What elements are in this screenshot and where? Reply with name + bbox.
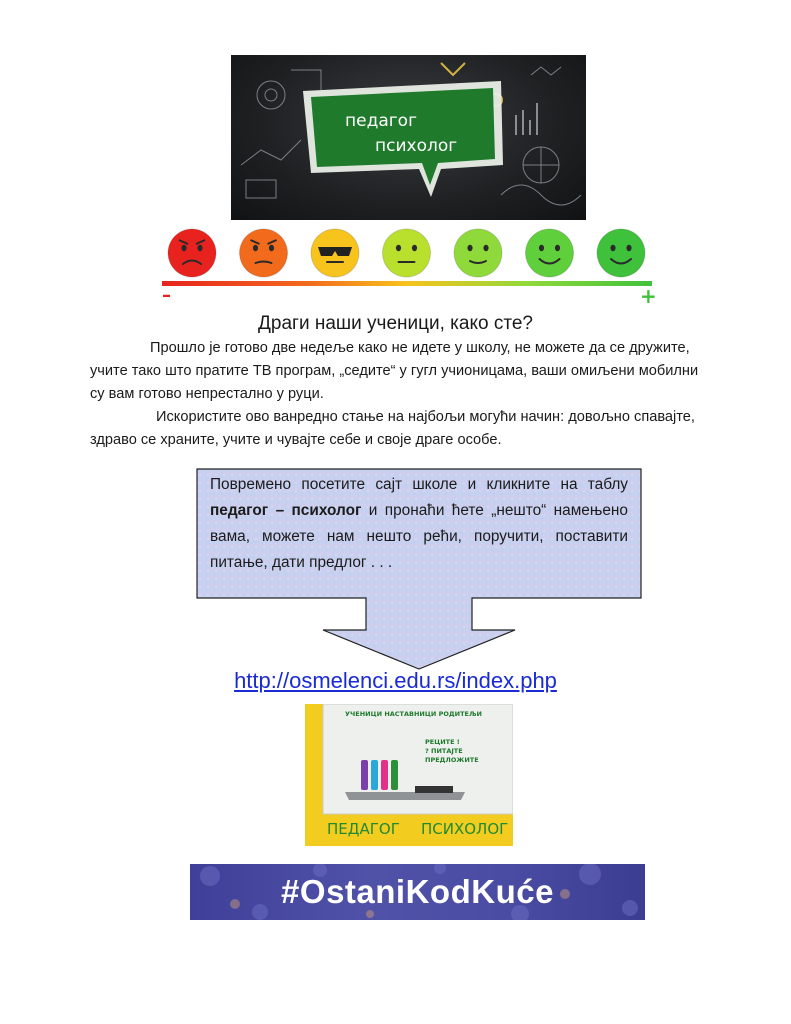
school-website-link[interactable]: http://osmelenci.edu.rs/index.php [234, 668, 557, 693]
board-label-psiholog: ПСИХОЛОГ [421, 820, 509, 838]
callout-text-after: и пронаћи ћете „нешто“ намењено вама, можете нам нешто рећи, поручити, поставити питање, дати предлог . . . [210, 502, 628, 571]
marker-icon [361, 760, 368, 790]
mood-minus-sign: – [162, 285, 171, 304]
chalkboard-illustration [231, 55, 586, 220]
mood-scale-bar [162, 281, 652, 286]
banner-line1: педагог [345, 111, 418, 131]
mood-face-icon [168, 229, 216, 277]
mood-face-icon [383, 229, 431, 277]
paragraph-2 [90, 406, 710, 452]
callout-text-before: Повремено посетите сајт школе и кликните на таблу [210, 476, 628, 493]
mood-plus-sign: + [640, 284, 657, 304]
board-note-line3: ПРЕДЛОЖИТЕ [425, 756, 479, 764]
hashtag-text: #OstaniKodKuće [281, 873, 554, 910]
board-note-line2: ? ПИТАЈТЕ [425, 747, 463, 755]
marker-icon [381, 760, 388, 790]
marker-icon [391, 760, 398, 790]
callout-bold-text: педагог – психолог [210, 502, 362, 519]
mood-face-icon [597, 229, 645, 277]
paragraph-1 [90, 337, 710, 406]
stay-home-hashtag-banner [190, 864, 645, 920]
mood-scale [156, 226, 658, 304]
board-tabs: УЧЕНИЦИ НАСТАВНИЦИ РОДИТЕЉИ [345, 710, 482, 718]
board-label-pedagog: ПЕДАГОГ [327, 820, 400, 838]
board-note-line1: РЕЦИТЕ ! [425, 738, 460, 746]
banner-line2: психолог [375, 136, 458, 156]
callout-text [210, 472, 628, 576]
mood-face-icon [311, 229, 359, 277]
mood-face-icon [240, 229, 288, 277]
whiteboard-illustration [305, 704, 513, 846]
greeting-heading: Драги наши ученици, како сте? [258, 313, 533, 334]
paragraph-1-text: Прошло је готово две недеље како не идете у школу, не можете да се дружите, учите тако што пратите ТВ програм, „седите“ у гугл учионицама, ваши омиљени мобилни су вам готово непрестално у руци. [90, 340, 699, 402]
pedagog-psiholog-banner [231, 55, 586, 220]
marker-icon [371, 760, 378, 790]
mood-face-icon [526, 229, 574, 277]
mood-face-icon [454, 229, 502, 277]
paragraph-2-text: Искористите ово ванредно стање на најбољи могући начин: довољно спавајте, здраво се храните, учите и чувајте себе и своје драге особе. [90, 409, 695, 448]
pedagog-psiholog-board-image[interactable] [305, 704, 513, 846]
